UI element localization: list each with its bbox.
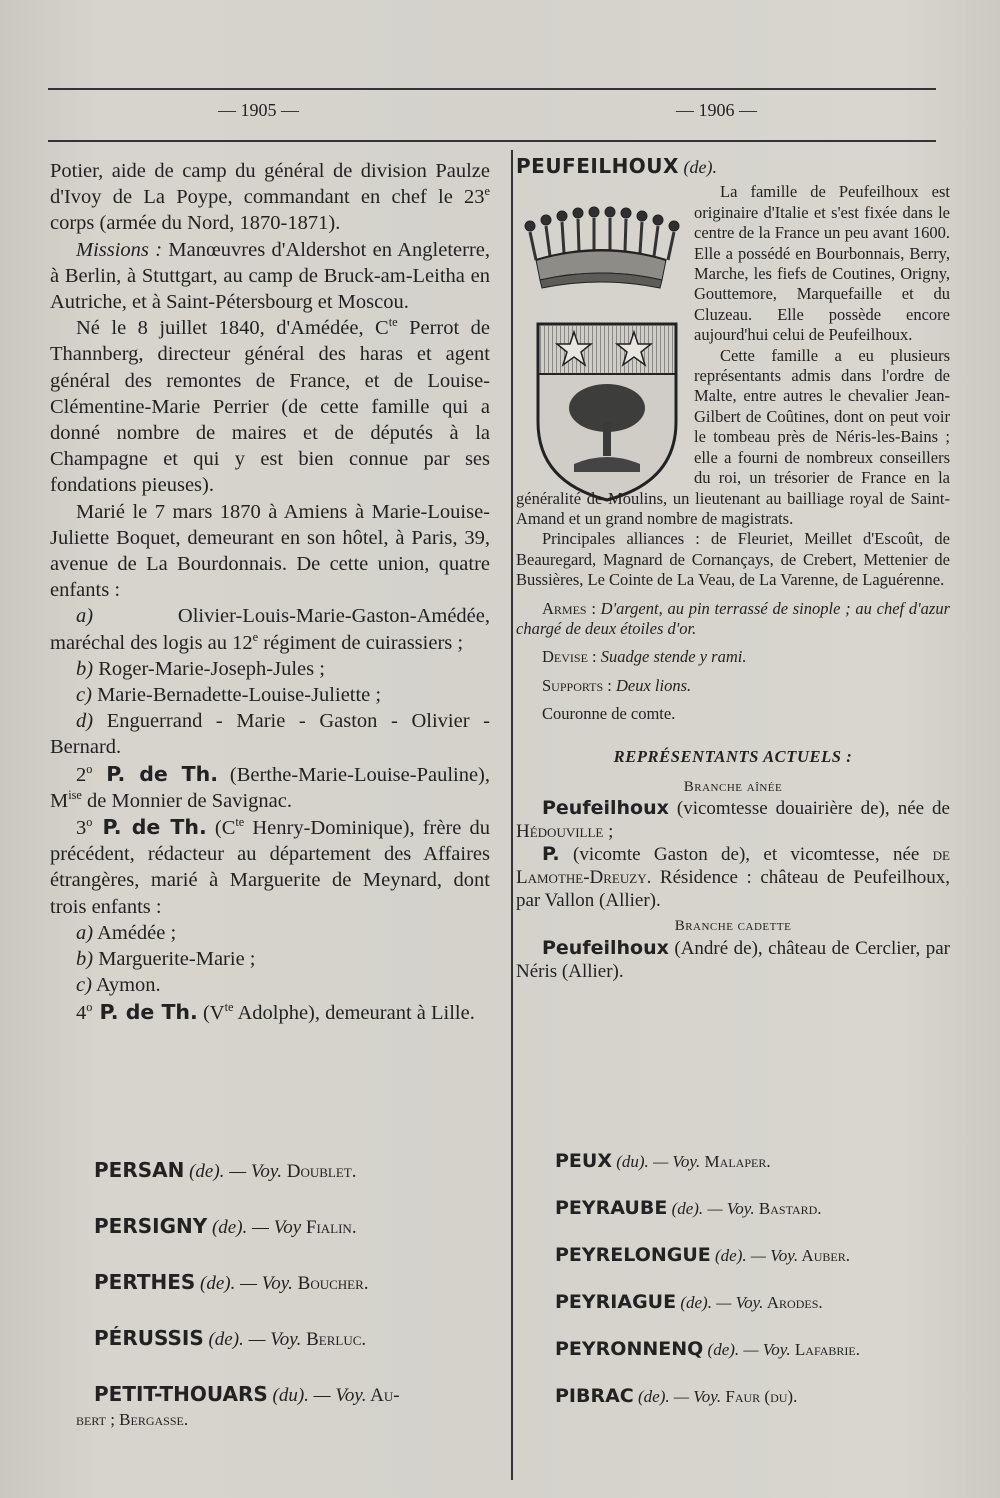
- representative-entry: P. (vicomte Gaston de), et vicomtesse, née de Lamothe-Dreuzy. Résidence : château de Peufeilhoux, par Vallon (Allier).: [516, 843, 950, 912]
- paragraph-supporters: Supports : Deux lions.: [542, 675, 692, 695]
- arms-illustration: [516, 182, 686, 482]
- cross-reference: PEUX (du). — Voy. Malaper.: [555, 1150, 771, 1172]
- list-item: b) Roger-Marie-Joseph-Jules ;: [76, 657, 325, 680]
- page-number-right: — 1906 —: [676, 100, 757, 120]
- right-cross-references: [555, 1150, 975, 1432]
- representatives-title: REPRÉSENTANTS ACTUELS :: [613, 746, 853, 766]
- branch-junior: Branche cadette: [674, 918, 792, 935]
- cross-reference: PEYRAUBE (de). — Voy. Bastard.: [555, 1197, 822, 1219]
- right-column: [516, 156, 950, 983]
- representative-entry: Peufeilhoux (vicomtesse douairière de), née de Hédouville ;: [516, 797, 950, 843]
- cross-reference: PIBRAC (de). — Voy. Faur (du).: [555, 1385, 798, 1407]
- paragraph-service: Potier, aide de camp du général de division Paulze d'Ivoy de La Poype, commandant en chef le 23e corps (armée du Nord, 1870-1871).: [50, 160, 490, 235]
- list-item: c) Aymon.: [76, 974, 161, 997]
- list-item: b) Marguerite-Marie ;: [76, 948, 256, 971]
- top-rule: [48, 88, 936, 90]
- entry-heading: PEUFEILHOUX (de).: [516, 154, 717, 178]
- paragraph-origin: La famille de Peufeilhoux est originaire d'Italie et s'est fixée dans le centre de la France un peu avant 1600. Elle a possédé en Bourbonnais, Berry, Marche, les fiefs de Coutines, Origny, Gouttemore, Marquefaille et du Cluzeau. Elle possède encore aujourd'hui celui de Peufeilhoux.: [694, 182, 950, 345]
- cross-reference: PEYRONNENQ (de). — Voy. Lafabrie.: [555, 1338, 860, 1360]
- cross-reference: PETIT-THOUARS (du). — Voy. Au-: [94, 1382, 400, 1406]
- list-item: a) Olivier-Louis-Marie-Gaston-Amédée, maréchal des logis au 12e régiment de cuirassiers ;: [50, 605, 490, 654]
- page-number-left: — 1905 —: [218, 100, 299, 120]
- paragraph-history: Cette famille a eu plusieurs représentants admis dans l'ordre de Malte, entre autres le chevalier Jean-Gilbert de Coûtines, dont on peut voir le tombeau près de Néris-les-Bains ; elle a fourni de nombreux conseillers du roi, un trésorier de France en la généralité de Moulins, un lieutenant au bailliage royal de Saint-Amand et un grand nombre de magistrats.: [516, 345, 950, 528]
- cross-reference: PEYRIAGUE (de). — Voy. Arodes.: [555, 1291, 823, 1313]
- cross-reference: PEYRELONGUE (de). — Voy. Auber.: [555, 1244, 850, 1266]
- cross-reference: PERTHES (de). — Voy. Boucher.: [94, 1270, 369, 1294]
- paragraph-alliances: Principales alliances : de Fleuriet, Meillet d'Escoût, de Beauregard, Magnard de Cornançays, de Crebert, Mettenier de Bussières, Le Cointe de La Veau, de La Varenne, de Laguérenne.: [516, 529, 950, 590]
- paragraph-missions: Missions : Manœuvres d'Aldershot en Angleterre, à Berlin, à Stuttgart, au camp de Bruck-am-Leitha en Autriche, et à Saint-Pétersbourg et Moscou.: [50, 238, 490, 314]
- left-cross-references: [94, 1158, 514, 1438]
- paragraph-marriage: Marié le 7 mars 1870 à Amiens à Marie-Louise-Juliette Boquet, demeurant en son hôtel, à Paris, 39, avenue de La Bourdonnais. De cette union, quatre enfants :: [50, 500, 490, 602]
- coat-of-arms-icon: [516, 322, 686, 502]
- branch-senior: Branche aînée: [683, 778, 783, 795]
- cross-reference: PÉRUSSIS (de). — Voy. Berluc.: [94, 1326, 367, 1350]
- representative-entry: Peufeilhoux (André de), château de Cerclier, par Néris (Allier).: [516, 936, 950, 982]
- list-item: a) Amédée ;: [76, 921, 177, 944]
- cross-reference: PERSAN (de). — Voy. Doublet.: [94, 1158, 357, 1182]
- list-item: d) Enguerrand - Marie - Gaston - Olivier - Bernard.: [50, 710, 490, 759]
- paragraph-motto: Devise : Suadge stende y rami.: [542, 647, 747, 667]
- paragraph-arms: Armes : D'argent, au pin terrassé de sinople ; au chef d'azur chargé de deux étoiles d'or.: [516, 598, 951, 638]
- left-column: [50, 158, 490, 1026]
- cross-reference: PERSIGNY (de). — Voy Fialin.: [94, 1214, 357, 1238]
- entry-item-2: 2$^o$ P. de Th. (Berthe-Marie-Louise-Pauline), $M^{ise}$ de Monnier de Savignac.: [50, 761, 491, 812]
- list-item: c) Marie-Bernadette-Louise-Juliette ;: [76, 684, 382, 707]
- header-rule: [48, 140, 936, 142]
- cross-reference-continuation: bert ; Bergasse.: [76, 1410, 189, 1429]
- paragraph-birth: Né le 8 juillet 1840, d'Amédée, $C^{te}$ Perrot de Thannberg, directeur général des haras et agent général des remontes de France, et de Louise-Clémentine-Marie Perrier (de cette famille qui a donné nombre de maires et de députés à la Champagne et qui y est bien connue par ses fondations pieuses).: [50, 315, 490, 497]
- entry-item-3: 3$^o$ P. de Th. ($C^{te}$ Henry-Dominique), frère du précédent, rédacteur au département des Affaires étrangères, marié à Marguerite de Meynard, dont trois enfants :: [50, 815, 490, 918]
- paragraph-crown: Couronne de comte.: [542, 704, 676, 724]
- entry-item-4: 4$^o$ P. de Th. ($V^{te}$ Adolphe), demeurant à Lille.: [76, 999, 475, 1024]
